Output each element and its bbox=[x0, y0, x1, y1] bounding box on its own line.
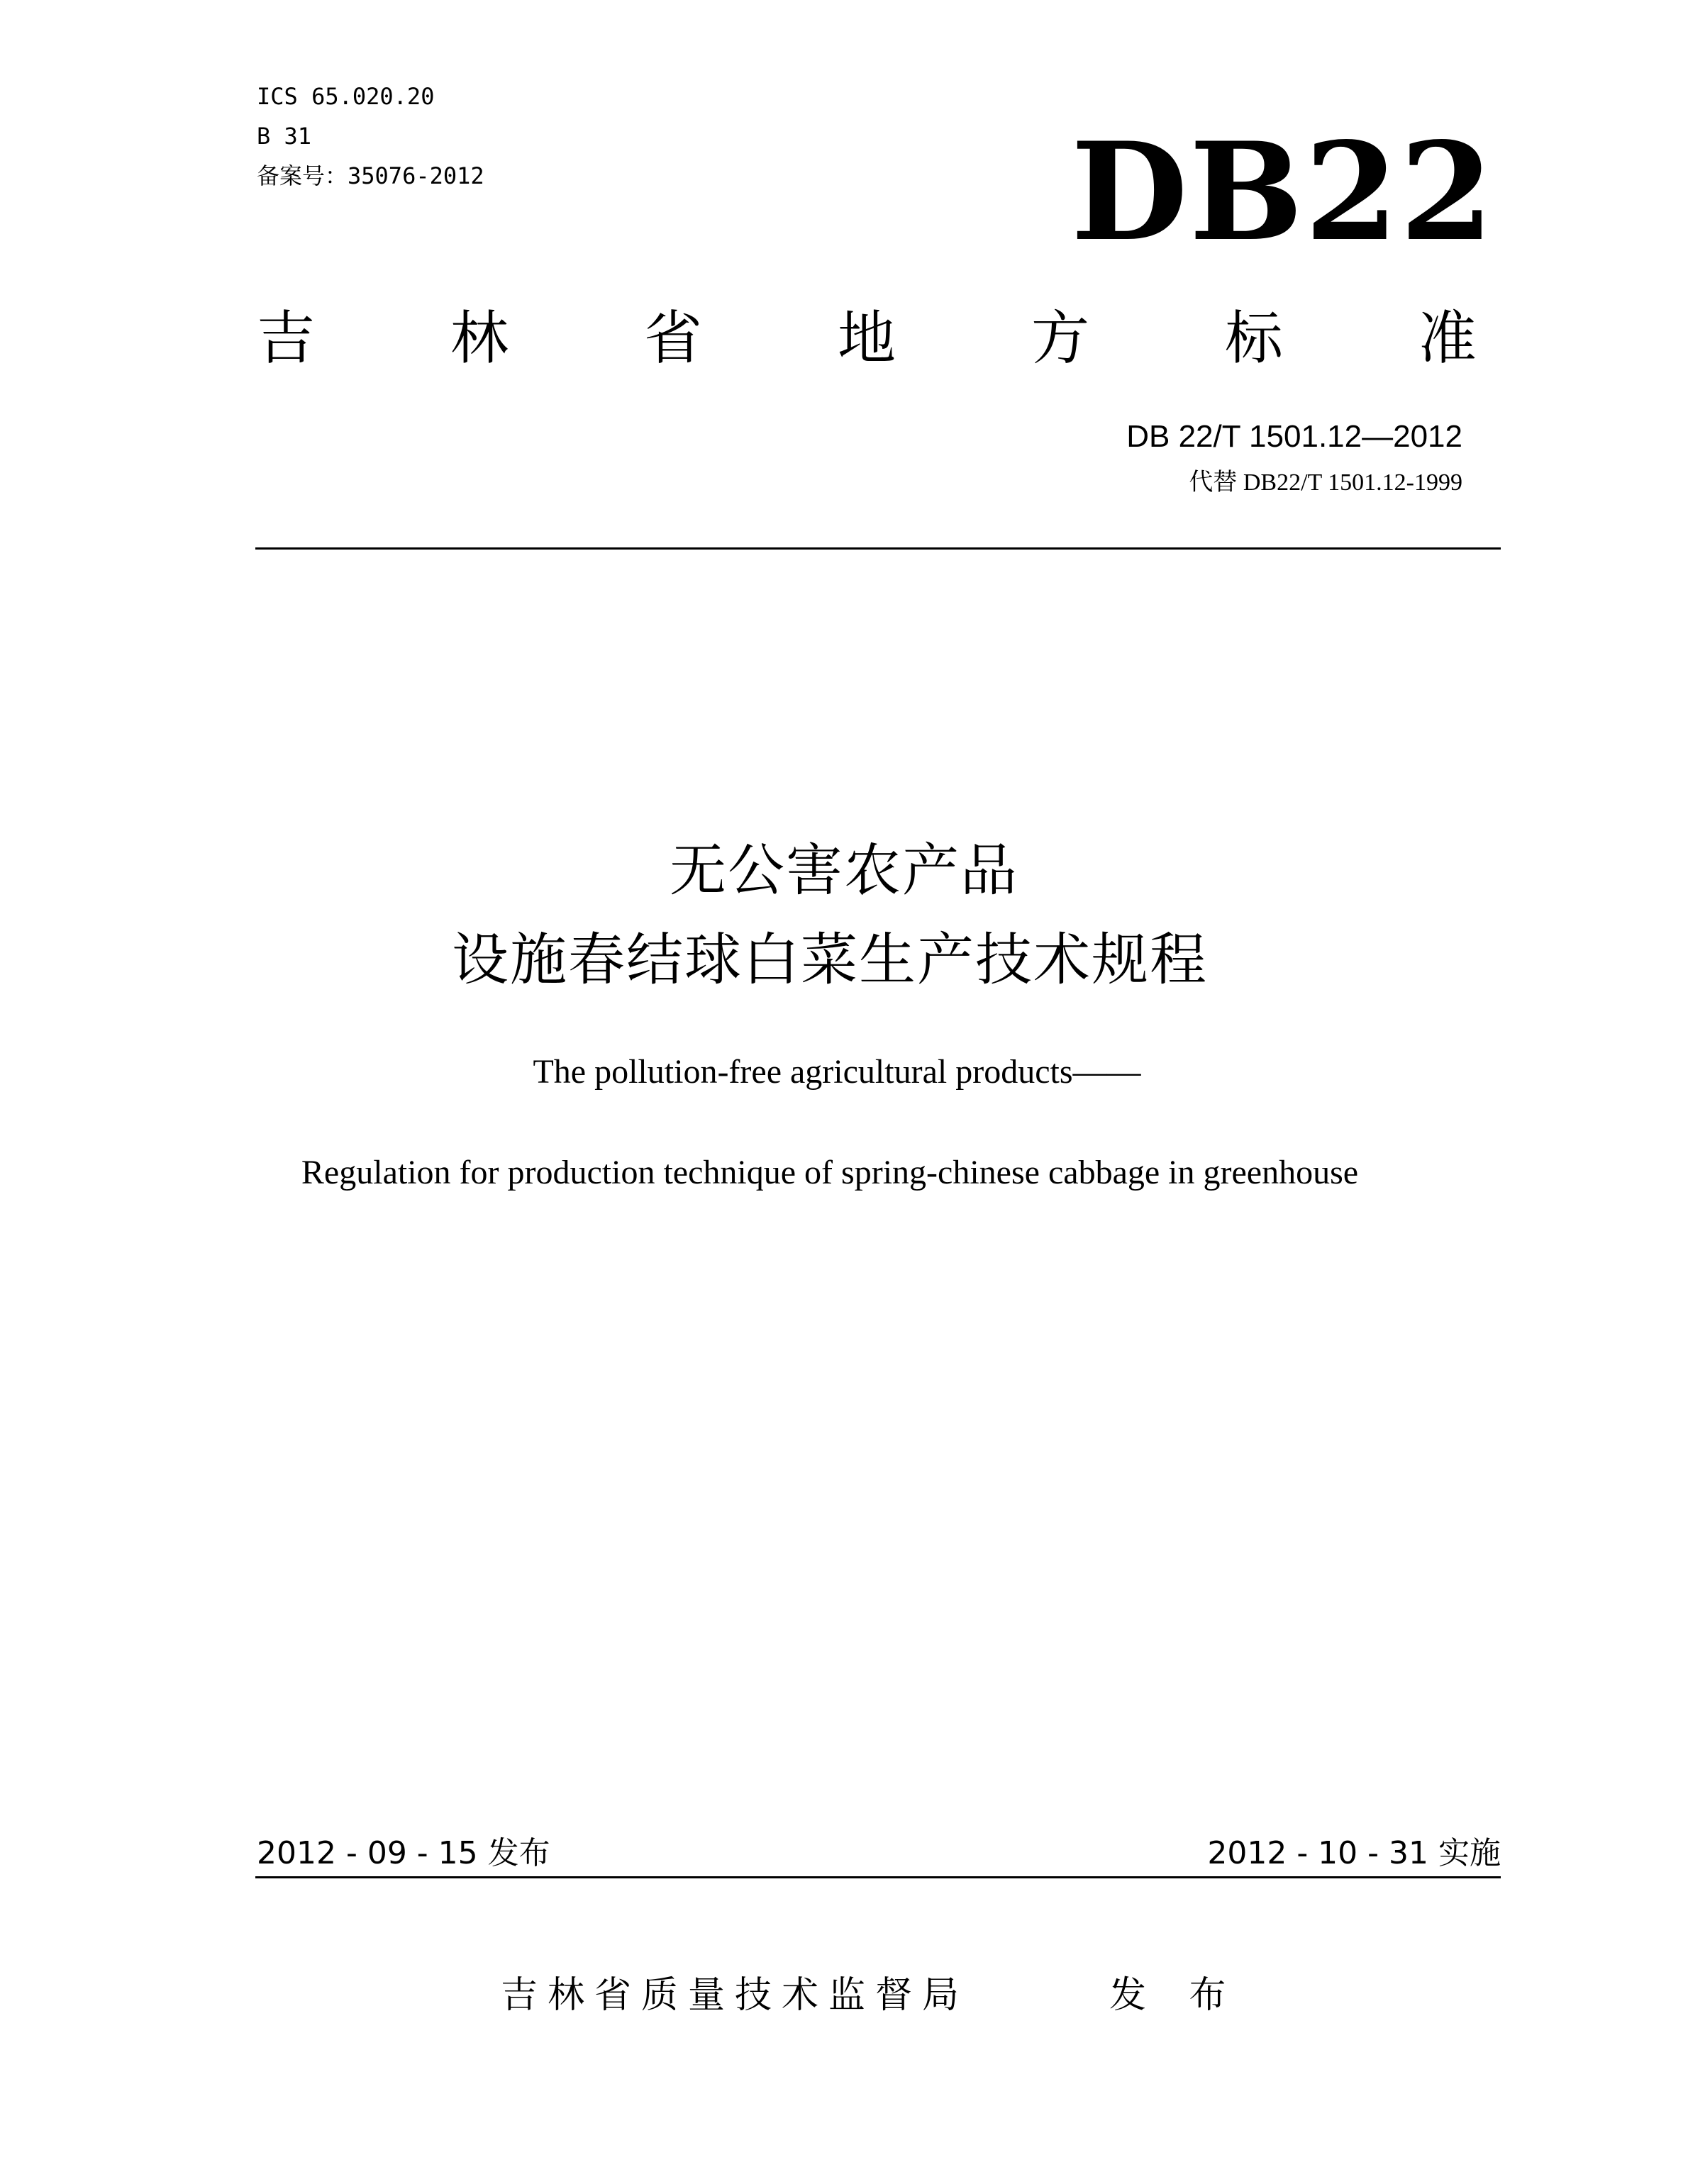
standard-type-char: 吉 bbox=[257, 305, 316, 372]
publish-label: 发 布 bbox=[1109, 1974, 1242, 2017]
dates-divider bbox=[255, 1876, 1501, 1878]
standard-type-heading bbox=[257, 305, 1477, 373]
standard-number: DB 22/T 1501.12—2012 bbox=[1126, 419, 1462, 454]
standard-type-char: 标 bbox=[1224, 305, 1283, 372]
issue-date: 2012 - 09 - 15 发布 bbox=[257, 1835, 550, 1871]
standard-type-char: 方 bbox=[1031, 305, 1089, 372]
standard-type-char: 地 bbox=[837, 305, 896, 372]
header-divider bbox=[255, 547, 1501, 550]
title-cn-line-1: 无公害农产品 bbox=[670, 837, 1018, 903]
db-code-mark: DB22 bbox=[1071, 113, 1495, 271]
standard-type-char: 准 bbox=[1418, 305, 1477, 372]
title-en-line-1: The pollution-free agricultural products—— bbox=[533, 1053, 1141, 1091]
publisher-name: 吉林省质量技术监督局 bbox=[501, 1974, 970, 2017]
standard-type-char: 林 bbox=[450, 305, 509, 372]
title-cn-line-2: 设施春结球白菜生产技术规程 bbox=[452, 927, 1208, 993]
replaced-standard: 代替 DB22/T 1501.12-1999 bbox=[1189, 469, 1462, 496]
filing-number: 备案号：35076-2012 bbox=[257, 162, 484, 189]
title-en-line-2: Regulation for production technique of spring-chinese cabbage in greenhouse bbox=[301, 1154, 1359, 1191]
ccs-code: B 31 bbox=[257, 123, 312, 150]
ics-code: ICS 65.020.20 bbox=[257, 83, 435, 110]
standard-type-char: 省 bbox=[643, 305, 702, 372]
implementation-date: 2012 - 10 - 31 实施 bbox=[1207, 1835, 1501, 1871]
